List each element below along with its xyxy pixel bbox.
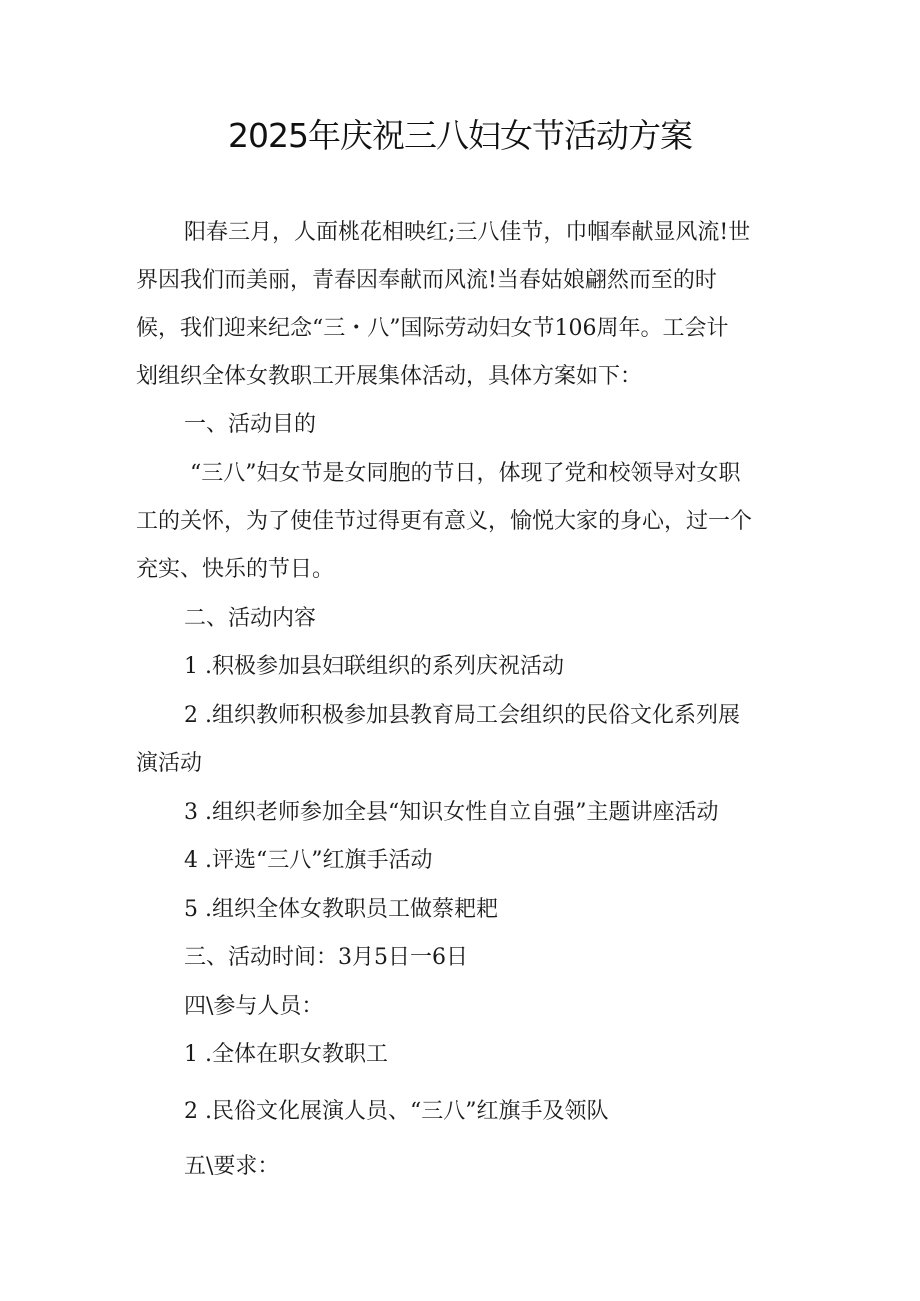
section2-item-5: 5 .组织全体女教职员工做蔡耙耙 xyxy=(184,897,498,922)
section1-heading: 一、活动目的 xyxy=(184,412,317,437)
section3-heading: 三、活动时间：3月5日一6日 xyxy=(184,945,468,970)
section5-heading: 五\要求： xyxy=(184,1154,280,1179)
section4-item-2: 2 .民俗文化展演人员、“三八”红旗手及领队 xyxy=(184,1099,609,1124)
section2-item-4: 4 .评选“三八”红旗手活动 xyxy=(184,848,433,873)
section2-item-2: 2 .组织教师积极参加县教育局工会组织的民俗文化系列展 xyxy=(184,703,740,728)
section2-item-3: 3 .组织老师参加全县“知识女性自立自强”主题讲座活动 xyxy=(184,800,719,825)
section2-heading: 二、活动内容 xyxy=(184,606,317,631)
intro-line-4: 划组织全体女教职工开展集体活动，具体方案如下： xyxy=(136,364,643,389)
section1-body-line-2: 工的关怀，为了使佳节过得更有意义，愉悦大家的身心，过一个 xyxy=(136,509,753,534)
section1-body-line-3: 充实、快乐的节日。 xyxy=(136,557,335,582)
section2-item-1: 1 .积极参加县妇联组织的系列庆祝活动 xyxy=(184,654,564,679)
intro-line-3: 候，我们迎来纪念“三・八”国际劳动妇女节106周年。工会计 xyxy=(136,316,729,341)
section4-item-1: 1 .全体在职女教职工 xyxy=(184,1042,388,1067)
section1-body-line-1: “三八”妇女节是女同胞的节日，体现了党和校领导对女职 xyxy=(190,461,741,486)
document-title: 2025年庆祝三八妇女节活动方案 xyxy=(228,116,692,155)
intro-line-2: 界因我们而美丽，青春因奉献而风流!当春姑娘翩然而至的时 xyxy=(136,268,717,293)
section2-item-2-cont: 演活动 xyxy=(136,751,203,776)
intro-line-1: 阳春三月，人面桃花相映红;三八佳节，巾帼奉献显风流!世 xyxy=(184,220,751,245)
section4-heading: 四\参与人员： xyxy=(184,994,324,1019)
